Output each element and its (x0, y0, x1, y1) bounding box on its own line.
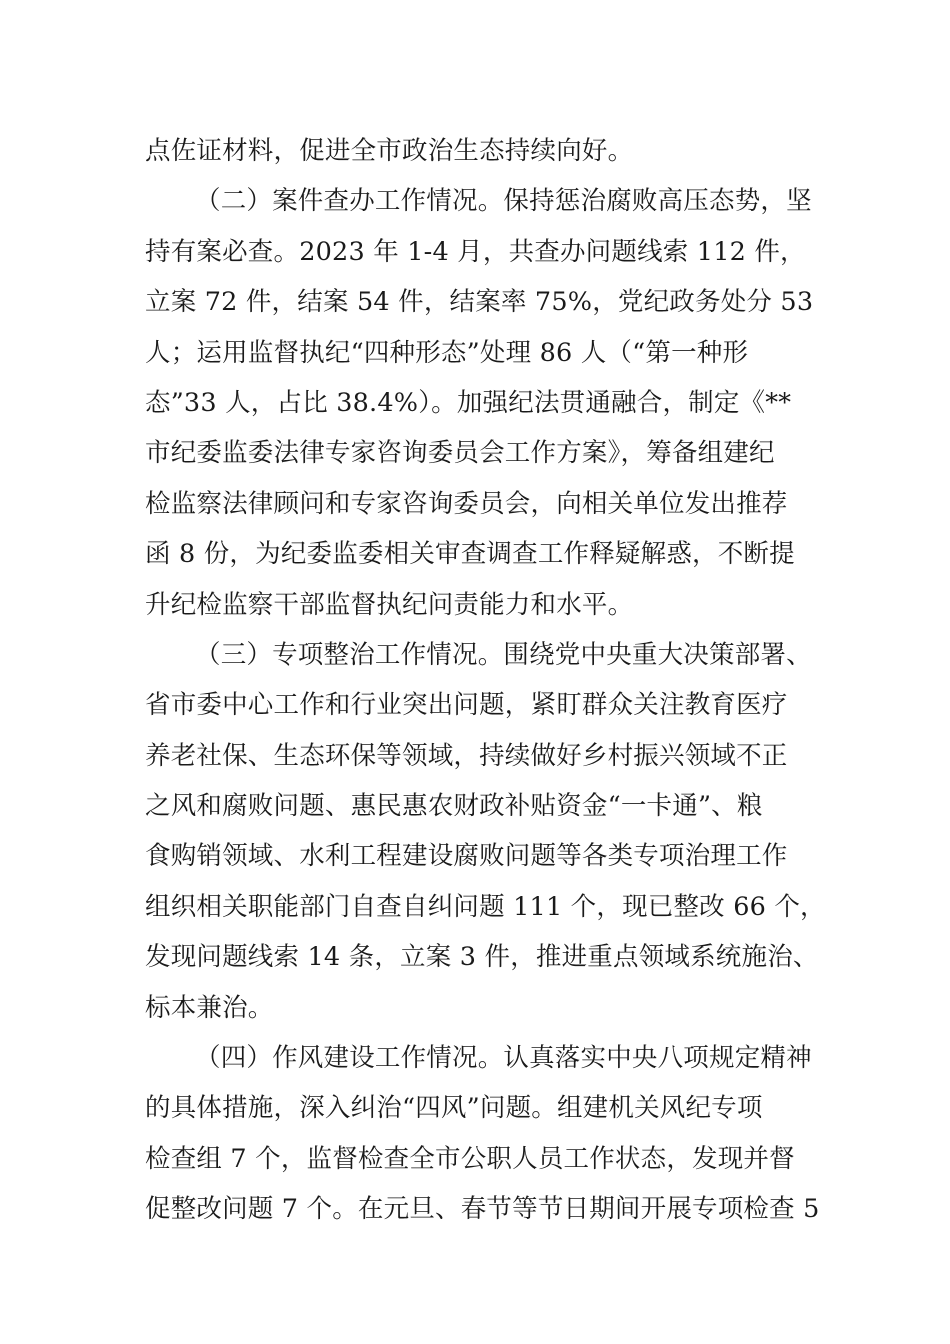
text-line: 立案 72 件，结案 54 件，结案率 75%，党纪政务处分 53 (145, 287, 814, 318)
text-line: 市纪委监委法律专家咨询委员会工作方案》，筹备组建纪 (145, 438, 775, 469)
paragraph-first-line: （四）作风建设工作情况。认真落实中央八项规定精神 (195, 1043, 812, 1074)
text-line: 发现问题线索 14 条，立案 3 件，推进重点领域系统施治、 (145, 942, 819, 973)
text-line: 组织相关职能部门自查自纠问题 111 个，现已整改 66 个， (145, 891, 826, 922)
text-line: 检查组 7 个，监督检查全市公职人员工作状态，发现并督 (145, 1143, 795, 1174)
text-line: 函 8 份，为纪委监委相关审查调查工作释疑解惑，不断提 (145, 539, 795, 570)
text-line: 态”33 人，占比 38.4%）。加强纪法贯通融合，制定《** (145, 387, 792, 418)
document-body (145, 126, 835, 1235)
text-line: 食购销领域、水利工程建设腐败问题等各类专项治理工作 (145, 841, 788, 872)
text-line: 标本兼治。 (145, 992, 274, 1023)
text-line: 的具体措施，深入纠治“四风”问题。组建机关风纪专项 (145, 1093, 763, 1124)
text-line: 升纪检监察干部监督执纪问责能力和水平。 (145, 589, 634, 620)
text-line: 之风和腐败问题、惠民惠农财政补贴资金“一卡通”、粮 (145, 791, 763, 822)
text-line: 促整改问题 7 个。在元旦、春节等节日期间开展专项检查 5 (145, 1194, 820, 1225)
text-line: 检监察法律顾问和专家咨询委员会，向相关单位发出推荐 (145, 488, 788, 519)
text-line: 人；运用监督执纪“四种形态”处理 86 人（“第一种形 (145, 337, 749, 368)
text-line: 点佐证材料，促进全市政治生态持续向好。 (145, 136, 634, 166)
text-line: 省市委中心工作和行业突出问题，紧盯群众关注教育医疗 (145, 690, 788, 721)
paragraph-first-line: （二）案件查办工作情况。保持惩治腐败高压态势，坚 (195, 186, 812, 217)
paragraph-first-line: （三）专项整治工作情况。围绕党中央重大决策部署、 (195, 639, 812, 670)
text-line: 养老社保、生态环保等领域，持续做好乡村振兴领域不正 (145, 740, 788, 771)
text-line: 持有案必查。2023 年 1-4 月，共查办问题线索 112 件， (145, 236, 806, 267)
